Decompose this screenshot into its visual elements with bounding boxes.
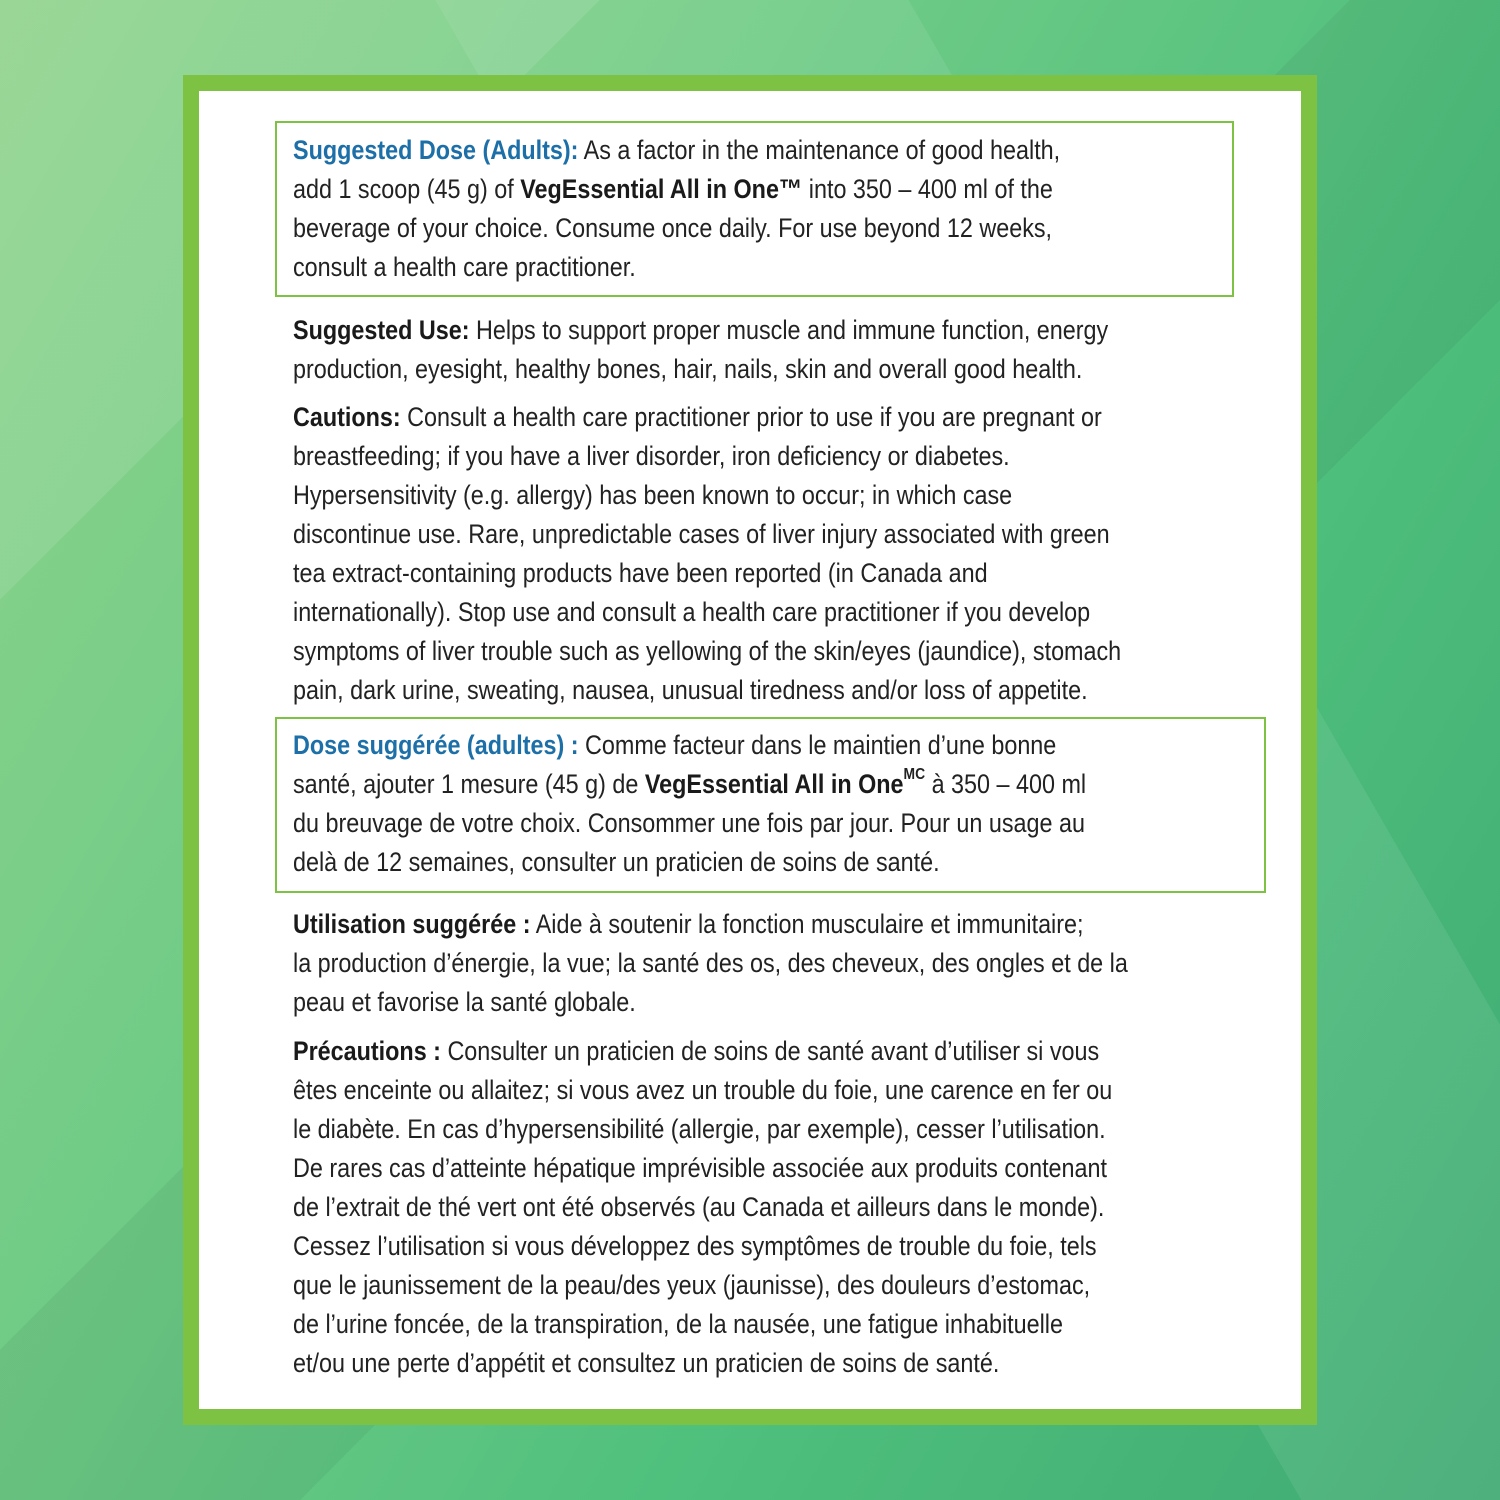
use-fr-heading: Utilisation suggérée : xyxy=(293,909,531,939)
dose-en-text: Suggested Dose (Adults): As a factor in the maintenance of good health, add 1 scoop (45 g) of VegEssential All in One™ into 350 – 400 ml of the beverage of your choice. Consume once daily. For use beyond 12 weeks, consult a health care practitioner. xyxy=(293,135,1061,282)
dose-fr-heading: Dose suggérée (adultes) : xyxy=(293,730,579,760)
dose-fr-text: Dose suggérée (adultes) : Comme facteur dans le maintien d’une bonne santé, ajouter 1 mesure (45 g) de VegEssential All in One$^{MC}$ à 350 – 400 ml du breuvage de votre choix. Consommer une fois par jour. Pour un usage au delà de 12 semaines, consulter un praticien de soins de santé. xyxy=(293,730,1087,877)
cautions-en-text: Cautions: Consult a health care practitioner prior to use if you are pregnant or breastfeeding; if you have a liver disorder, iron deficiency or diabetes. Hypersensitivity (e.g. allergy) has been known to occur; in which case discontinue use. Rare, unpredictable cases of liver injury associated with green tea extract-containing products have been reported (in Canada and internationally). Stop use and consult a health care practitioner if you develop symptoms of liver trouble such as yellowing of the skin/eyes (jaundice), stomach pain, dark urine, sweating, nausea, unusual tiredness and/or loss of appetite. xyxy=(293,402,1122,705)
cautions-fr-heading: Précautions : xyxy=(293,1036,441,1066)
cautions-fr-text: Précautions : Consulter un praticien de soins de santé avant d’utiliser si vous êtes enceinte ou allaitez; si vous avez un trouble du foie, une carence en fer ou le diabète. En cas d’hypersensibilité (allergie, par exemple), cesser l’utilisation. De rares cas d’atteinte hépatique imprévisible associée aux produits contenant de l’extrait de thé vert ont été observés (au Canada et ailleurs dans le monde). Cessez l’utilisation si vous développez des symptômes de trouble du foie, tels que le jaunissement de la peau/des yeux (jaunisse), des douleurs d’estomac, de l’urine foncée, de la transpiration, de la nausée, une fatigue inhabituelle et/ou une perte d’appétit et consultez un praticien de soins de santé. xyxy=(293,1036,1113,1378)
product-name-fr: VegEssential All in One xyxy=(644,769,904,799)
use-fr-text: Utilisation suggérée : Aide à soutenir la fonction musculaire et immunitaire; la production d’énergie, la vue; la santé des os, des cheveux, des ongles et de la peau et favorise la santé globale. xyxy=(293,909,1128,1017)
trademark-mc: MC xyxy=(903,766,926,783)
dose-en-heading: Suggested Dose (Adults): xyxy=(293,135,579,165)
use-en-text: Suggested Use: Helps to support proper muscle and immune function, energy production, eyesight, healthy bones, hair, nails, skin and overall good health. xyxy=(293,315,1109,384)
use-en-heading: Suggested Use: xyxy=(293,315,470,345)
cautions-en-heading: Cautions: xyxy=(293,402,401,432)
product-name: VegEssential All in One™ xyxy=(520,174,803,204)
